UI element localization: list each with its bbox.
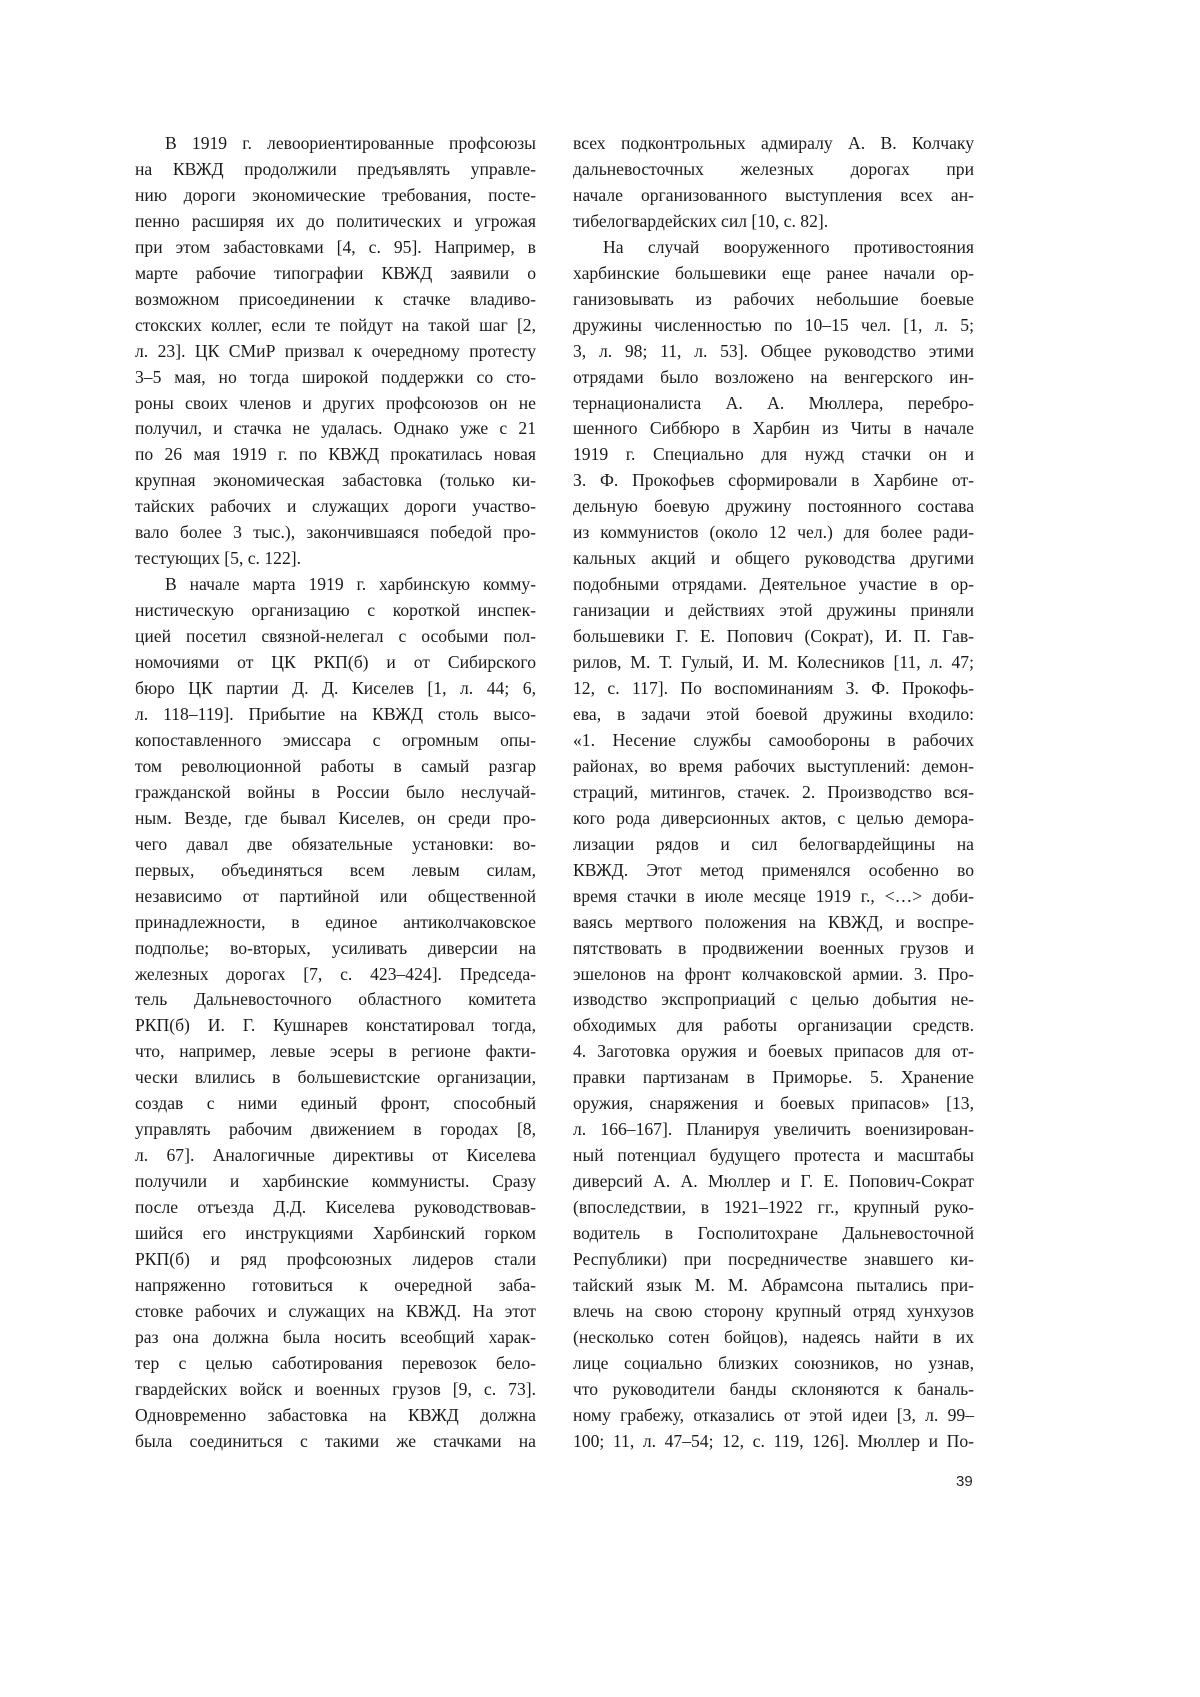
text-line: марте рабочие типографии КВЖД заявили о [135, 261, 536, 287]
text-line: напряженно готовиться к очередной заба- [135, 1273, 536, 1299]
text-line: КВЖД. Этот метод применялся особенно во [573, 858, 974, 884]
text-line: харбинские большевики еще ранее начали ор- [573, 261, 974, 287]
text-line: железных дорогах [7, с. 423–424]. Председа- [135, 962, 536, 988]
text-line: влечь на свою сторону крупный отряд хунхузов [573, 1299, 974, 1325]
text-line: роны своих членов и других профсоюзов он не [135, 391, 536, 417]
text-line: цией посетил связной-нелегал с особыми пол- [135, 624, 536, 650]
text-line: 1919 г. Специально для нужд стачки он и [573, 442, 974, 468]
text-line: (несколько сотен бойцов), надеясь найти в их [573, 1325, 974, 1351]
text-line: л. 23]. ЦК СМиР призвал к очередному протесту [135, 339, 536, 365]
text-line: Одновременно забастовка на КВЖД должна [135, 1403, 536, 1429]
text-line: на КВЖД продолжили предъявлять управле- [135, 157, 536, 183]
text-line: тер с целью саботирования перевозок бело- [135, 1351, 536, 1377]
text-line: стокских коллег, если те пойдут на такой шаг [2, [135, 313, 536, 339]
text-line: пенно расширяя их до политических и угрожая [135, 209, 536, 235]
text-line: принадлежности, в единое антиколчаковское [135, 910, 536, 936]
text-line: ева, в задачи этой боевой дружины входило: [573, 702, 974, 728]
text-line: отрядами было возложено на венгерского ин- [573, 365, 974, 391]
text-line: тайский язык М. М. Абрамсона пытались при- [573, 1273, 974, 1299]
text-line: лице социально близких союзников, но узнав, [573, 1351, 974, 1377]
text-line: кого рода диверсионных актов, с целью демора- [573, 806, 974, 832]
text-line: РКП(б) И. Г. Кушнарев констатировал тогда, [135, 1013, 536, 1039]
text-line: начале организованного выступления всех ан- [573, 183, 974, 209]
text-line: дальневосточных железных дорогах при [573, 157, 974, 183]
text-line: вало более 3 тыс.), закончившаяся победой про- [135, 520, 536, 546]
text-line: первых, объединяться всем левым силам, [135, 858, 536, 884]
text-line: независимо от партийной или общественной [135, 884, 536, 910]
text-line: дельную боевую дружину постоянного состава [573, 494, 974, 520]
text-line: по 26 мая 1919 г. по КВЖД прокатилась новая [135, 442, 536, 468]
text-line: страций, митингов, стачек. 2. Производство вся- [573, 780, 974, 806]
text-line: подобными отрядами. Деятельное участие в ор- [573, 572, 974, 598]
text-line: тель Дальневосточного областного комитета [135, 987, 536, 1013]
text-line: 12, с. 117]. По воспоминаниям З. Ф. Прокофь- [573, 676, 974, 702]
text-line: крупная экономическая забастовка (только ки- [135, 468, 536, 494]
text-line: эшелонов на фронт колчаковской армии. 3. Про- [573, 962, 974, 988]
text-line: л. 166–167]. Планируя увеличить военизирован- [573, 1117, 974, 1143]
text-line: (впоследствии, в 1921–1922 гг., крупный руко- [573, 1195, 974, 1221]
text-line: РКП(б) и ряд профсоюзных лидеров стали [135, 1247, 536, 1273]
text-line: «1. Несение службы самообороны в рабочих [573, 728, 974, 754]
text-line: 3–5 мая, но тогда широкой поддержки со сто- [135, 365, 536, 391]
text-line: том революционной работы в самый разгар [135, 754, 536, 780]
text-line: гвардейских войск и военных грузов [9, с. 73]. [135, 1377, 536, 1403]
text-line: ным. Везде, где бывал Киселев, он среди про- [135, 806, 536, 832]
text-line: оружия, снаряжения и боевых припасов» [13, [573, 1091, 974, 1117]
text-line: Республики) при посредничестве знавшего ки- [573, 1247, 974, 1273]
text-line: большевики Г. Е. Попович (Сократ), И. П. Гав- [573, 624, 974, 650]
text-line: раз она должна была носить всеобщий харак- [135, 1325, 536, 1351]
text-line: всех подконтрольных адмиралу А. В. Колчаку [573, 131, 974, 157]
text-line: З. Ф. Прокофьев сформировали в Харбине от- [573, 468, 974, 494]
text-line: создав с ними единый фронт, способный [135, 1091, 536, 1117]
text-line: тибелогвардейских сил [10, с. 82]. [573, 209, 974, 235]
text-line: что, например, левые эсеры в регионе факти- [135, 1039, 536, 1065]
text-line: возможном присоединении к стачке владиво- [135, 287, 536, 313]
text-line: изводство экспроприаций с целью добытия не- [573, 987, 974, 1013]
text-line: 100; 11, л. 47–54; 12, с. 119, 126]. Мюллер и По- [573, 1429, 974, 1455]
text-line: обходимых для работы организации средств. [573, 1013, 974, 1039]
text-line: пятствовать в продвижении военных грузов и [573, 936, 974, 962]
text-line: подполье; во-вторых, усиливать диверсии на [135, 936, 536, 962]
text-line: рилов, М. Т. Гулый, И. М. Колесников [11, л. 47; [573, 650, 974, 676]
text-line: бюро ЦК партии Д. Д. Киселев [1, л. 44; 6, [135, 676, 536, 702]
text-column-left [135, 131, 536, 1455]
text-line: На случай вооруженного противостояния [573, 235, 974, 261]
text-line: управлять рабочим движением в городах [8, [135, 1117, 536, 1143]
text-line: нию дороги экономические требования, посте- [135, 183, 536, 209]
text-line: ганизации и действиях этой дружины приняли [573, 598, 974, 624]
text-line: номочиями от ЦК РКП(б) и от Сибирского [135, 650, 536, 676]
text-line: дружины численностью по 10–15 чел. [1, л. 5; [573, 313, 974, 339]
text-line: тернационалиста А. А. Мюллера, перебро- [573, 391, 974, 417]
text-line: тайских рабочих и служащих дороги участво- [135, 494, 536, 520]
paragraph [135, 572, 536, 1454]
text-line: районах, во время рабочих выступлений: демон- [573, 754, 974, 780]
text-line: ный потенциал будущего протеста и масштабы [573, 1143, 974, 1169]
text-line: стовке рабочих и служащих на КВЖД. На этот [135, 1299, 536, 1325]
text-line: чески влились в большевистские организации, [135, 1065, 536, 1091]
text-line: водитель в Госполитохране Дальневосточной [573, 1221, 974, 1247]
text-line: гражданской войны в России было неслучай- [135, 780, 536, 806]
paragraph [135, 131, 536, 572]
text-line: шенного Сиббюро в Харбин из Читы в начале [573, 416, 974, 442]
text-line: ваясь мертвого положения на КВЖД, и воспре- [573, 910, 974, 936]
text-line: время стачки в июле месяце 1919 г., <…> доби- [573, 884, 974, 910]
paragraph [573, 131, 974, 235]
text-line: лизации рядов и сил белогвардейщины на [573, 832, 974, 858]
text-line: была соединиться с такими же стачками на [135, 1429, 536, 1455]
page-number: 39 [956, 1473, 973, 1490]
text-line: правки партизанам в Приморье. 5. Хранение [573, 1065, 974, 1091]
text-line: В начале марта 1919 г. харбинскую комму- [135, 572, 536, 598]
text-line: кальных акций и общего руководства другими [573, 546, 974, 572]
text-line: чего давал две обязательные установки: во- [135, 832, 536, 858]
text-line: шийся его инструкциями Харбинский горком [135, 1221, 536, 1247]
text-line: л. 67]. Аналогичные директивы от Киселева [135, 1143, 536, 1169]
text-line: ному грабежу, отказались от этой идеи [3, л. 99– [573, 1403, 974, 1429]
text-line: после отъезда Д.Д. Киселева руководствовав- [135, 1195, 536, 1221]
text-line: получили и харбинские коммунисты. Сразу [135, 1169, 536, 1195]
text-line: В 1919 г. левоориентированные профсоюзы [135, 131, 536, 157]
text-line: получил, и стачка не удалась. Однако уже с 21 [135, 416, 536, 442]
text-column-right [573, 131, 974, 1455]
text-line: ганизовывать из рабочих небольшие боевые [573, 287, 974, 313]
text-line: 4. Заготовка оружия и боевых припасов для от- [573, 1039, 974, 1065]
text-line: копоставленного эмиссара с огромным опы- [135, 728, 536, 754]
text-line: из коммунистов (около 12 чел.) для более ради- [573, 520, 974, 546]
text-line: 3, л. 98; 11, л. 53]. Общее руководство этими [573, 339, 974, 365]
text-line: тестующих [5, с. 122]. [135, 546, 536, 572]
text-line: при этом забастовками [4, с. 95]. Например, в [135, 235, 536, 261]
text-line: нистическую организацию с короткой инспек- [135, 598, 536, 624]
text-line: л. 118–119]. Прибытие на КВЖД столь высо- [135, 702, 536, 728]
paragraph [573, 235, 974, 1455]
text-line: диверсий А. А. Мюллер и Г. Е. Попович-Сократ [573, 1169, 974, 1195]
text-line: что руководители банды склоняются к баналь- [573, 1377, 974, 1403]
